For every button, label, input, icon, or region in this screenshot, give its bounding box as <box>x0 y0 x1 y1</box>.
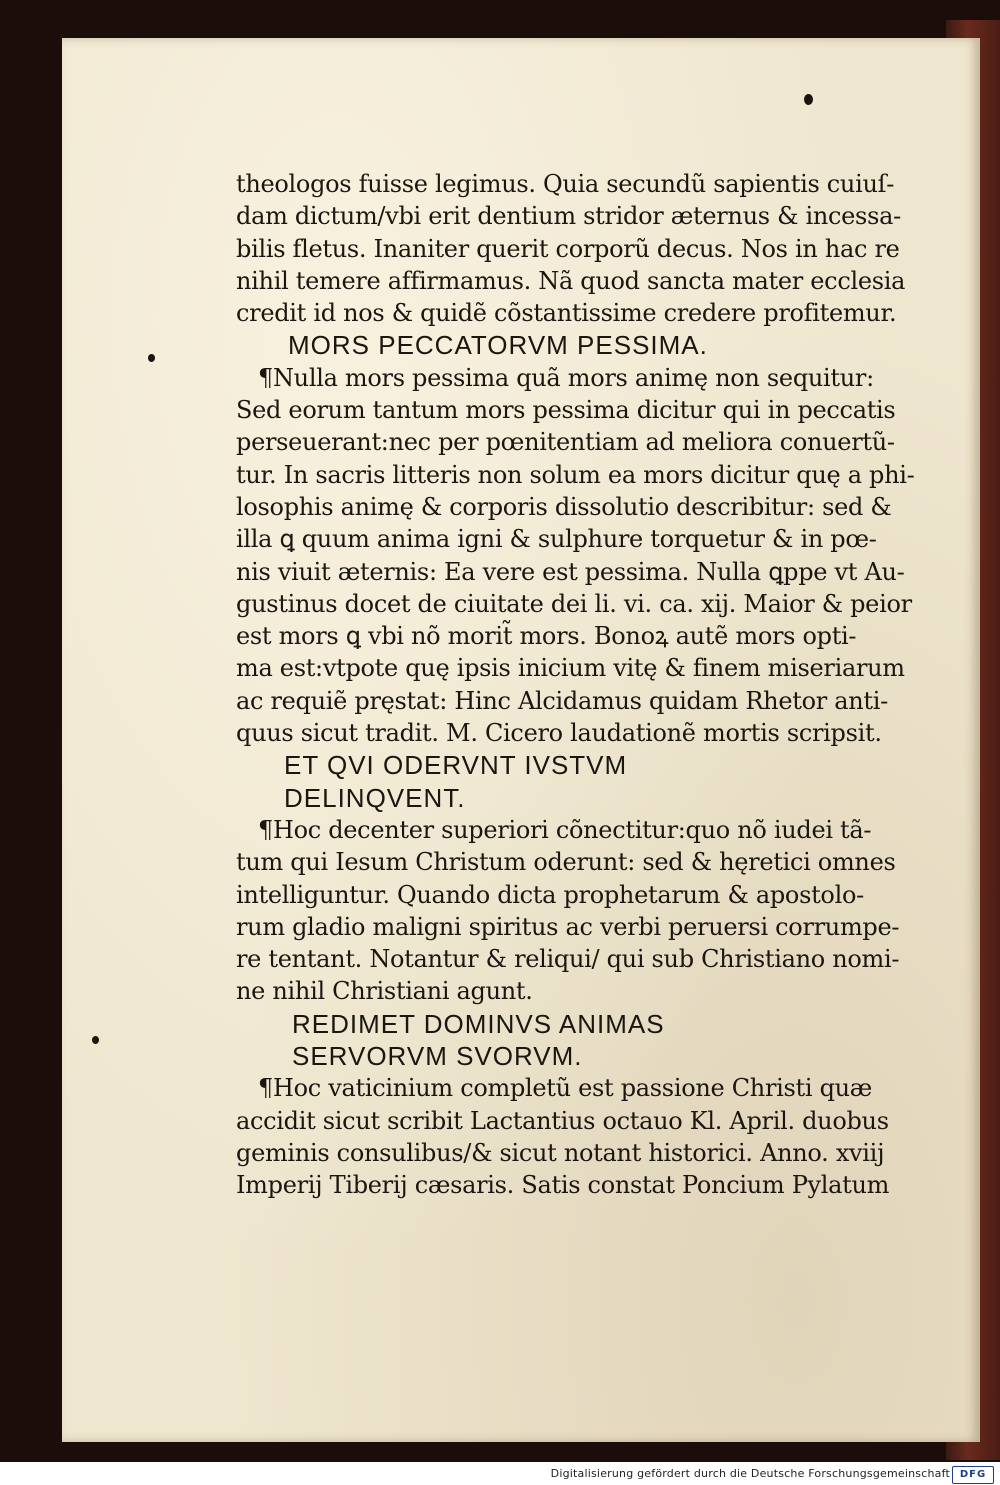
text-line: re tentant. Notantur & reliqui/ qui sub Christiano nomi- <box>236 945 900 974</box>
ink-spot <box>148 354 155 362</box>
text-line: ac requiẽ pręstat: Hinc Alcidamus quidam Rhetor anti- <box>236 686 888 715</box>
ink-spot <box>804 94 813 105</box>
text-line: ¶Nulla mors pessima quã mors animę non sequitur: <box>258 363 874 392</box>
text-line: ¶Hoc vaticinium completũ est passione Christi quæ <box>258 1074 873 1103</box>
text-line: tur. In sacris litteris non solum ea mors dicitur quę a phi- <box>236 460 915 489</box>
digitization-credit: Digitalisierung gefördert durch die Deutsche Forschungsgemeinschaft <box>550 1467 950 1480</box>
text-line: Imperij Tiberij cæsaris. Satis constat Poncium Pylatum <box>236 1171 890 1200</box>
text-line: geminis consulibus/& sicut notant historici. Anno. xviij <box>236 1138 885 1167</box>
text-line: est mors ꝗ vbi nõ morit̃ mors. Bonoꝝ autẽ mors opti- <box>236 622 857 651</box>
text-line: losophis animę & corporis dissolutio describitur: sed & <box>236 492 892 521</box>
text-line: Sed eorum tantum mors pessima dicitur qui in peccatis <box>236 396 896 425</box>
text-line: rum gladio maligni spiritus ac verbi peruersi corrumpe- <box>236 912 900 941</box>
text-line: nihil temere affirmamus. Nã quod sancta mater ecclesia <box>236 266 906 295</box>
text-line: nis viuit æternis: Ea vere est pessima. Nulla ꝗppe vt Au- <box>236 557 905 586</box>
text-line: intelliguntur. Quando dicta prophetarum & apostolo- <box>236 880 864 909</box>
section-heading: MORS PECCATORVM PESSIMA. <box>288 330 708 361</box>
section-heading: ET QVI ODERVNT IVSTVM <box>284 750 628 781</box>
text-line: bilis fletus. Inaniter querit corporũ decus. Nos in hac re <box>236 234 900 263</box>
text-line: quus sicut tradit. M. Cicero laudationẽ mortis scripsit. <box>236 719 882 748</box>
text-line: gustinus docet de ciuitate dei li. vi. ca. xij. Maior & peior <box>236 589 912 618</box>
page-text <box>236 168 915 1202</box>
section-heading: DELINQVENT. <box>284 782 466 813</box>
text-line: theologos fuisse legimus. Quia secundũ sapientis cuiuſ- <box>236 170 895 198</box>
text-line: illa ꝗ quum anima igni & sulphure torquetur & in pœ- <box>236 525 877 554</box>
section-heading: REDIMET DOMINVS ANIMAS <box>292 1008 665 1039</box>
text-line: credit id nos & quidẽ cõstantissime credere profitemur. <box>236 299 897 328</box>
text-line: ma est:vtpote quę ipsis inicium vitę & finem miseriarum <box>236 654 905 683</box>
text-line: ¶Hoc decenter superiori cõnectitur:quo nõ iudei tã- <box>258 815 872 844</box>
text-line: accidit sicut scribit Lactantius octauo Kl. April. duobus <box>236 1106 889 1135</box>
text-line: tum qui Iesum Christum oderunt: sed & hęretici omnes <box>236 848 896 877</box>
section-heading: SERVORVM SVORVM. <box>292 1041 583 1072</box>
text-line: perseuerant:nec per pœnitentiam ad meliora conuertũ- <box>236 428 895 457</box>
footer-bar <box>0 1464 1000 1485</box>
ink-spot <box>92 1036 99 1044</box>
text-line: dam dictum/vbi erit dentium stridor æternus & incessa- <box>236 202 901 231</box>
dfg-logo: DFG <box>952 1466 994 1484</box>
text-line: ne nihil Christiani agunt. <box>236 977 533 1006</box>
